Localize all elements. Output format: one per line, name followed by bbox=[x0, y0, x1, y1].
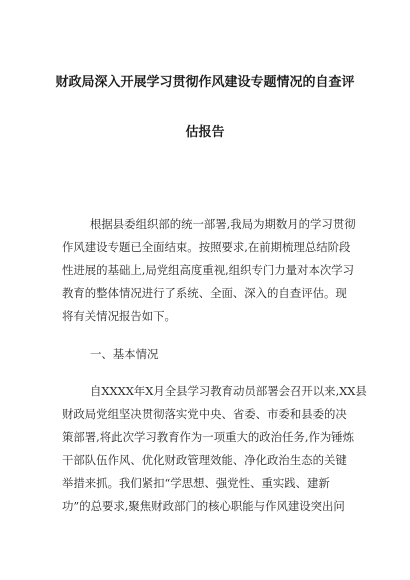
document-title-line-2: 估报告 bbox=[185, 125, 225, 140]
section-1-heading: 一、基本情况 bbox=[90, 347, 159, 361]
paragraph-2-line-2: 财政局党组坚决贯彻落实党中央、省委、市委和县委的决 bbox=[62, 407, 347, 421]
paragraph-1-line-3: 性进展的基础上,局党组高度重视,组织专门力量对本次学习 bbox=[62, 263, 355, 277]
paragraph-2-line-6: 功”的总要求,聚焦财政部门的核心职能与作风建设突出问 bbox=[62, 499, 345, 513]
paragraph-1-line-1: 根据县委组织部的统一部署,我局为期数月的学习贯彻 bbox=[90, 217, 356, 231]
document-title-line-1: 财政局深入开展学习贯彻作风建设专题情况的自查评 bbox=[55, 75, 355, 90]
paragraph-1-line-5: 将有关情况报告如下。 bbox=[62, 309, 176, 323]
paragraph-1-line-4: 教育的整体情况进行了系统、全面、深入的自查评估。现 bbox=[62, 286, 347, 300]
paragraph-2-line-1: 自XXXX年X月全县学习教育动员部署会召开以来,XX县 bbox=[90, 384, 367, 398]
paragraph-2-line-4: 干部队伍作风、优化财政管理效能、净化政治生态的关键 bbox=[62, 453, 347, 467]
paragraph-2-line-3: 策部署,将此次学习教育作为一项重大的政治任务,作为锤炼 bbox=[62, 430, 355, 444]
paragraph-2-line-5: 举措来抓。我们紧扣“学思想、强党性、重实践、建新 bbox=[62, 476, 330, 490]
paragraph-1-line-2: 作风建设专题已全面结束。按照要求,在前期梳理总结阶段 bbox=[62, 240, 351, 254]
